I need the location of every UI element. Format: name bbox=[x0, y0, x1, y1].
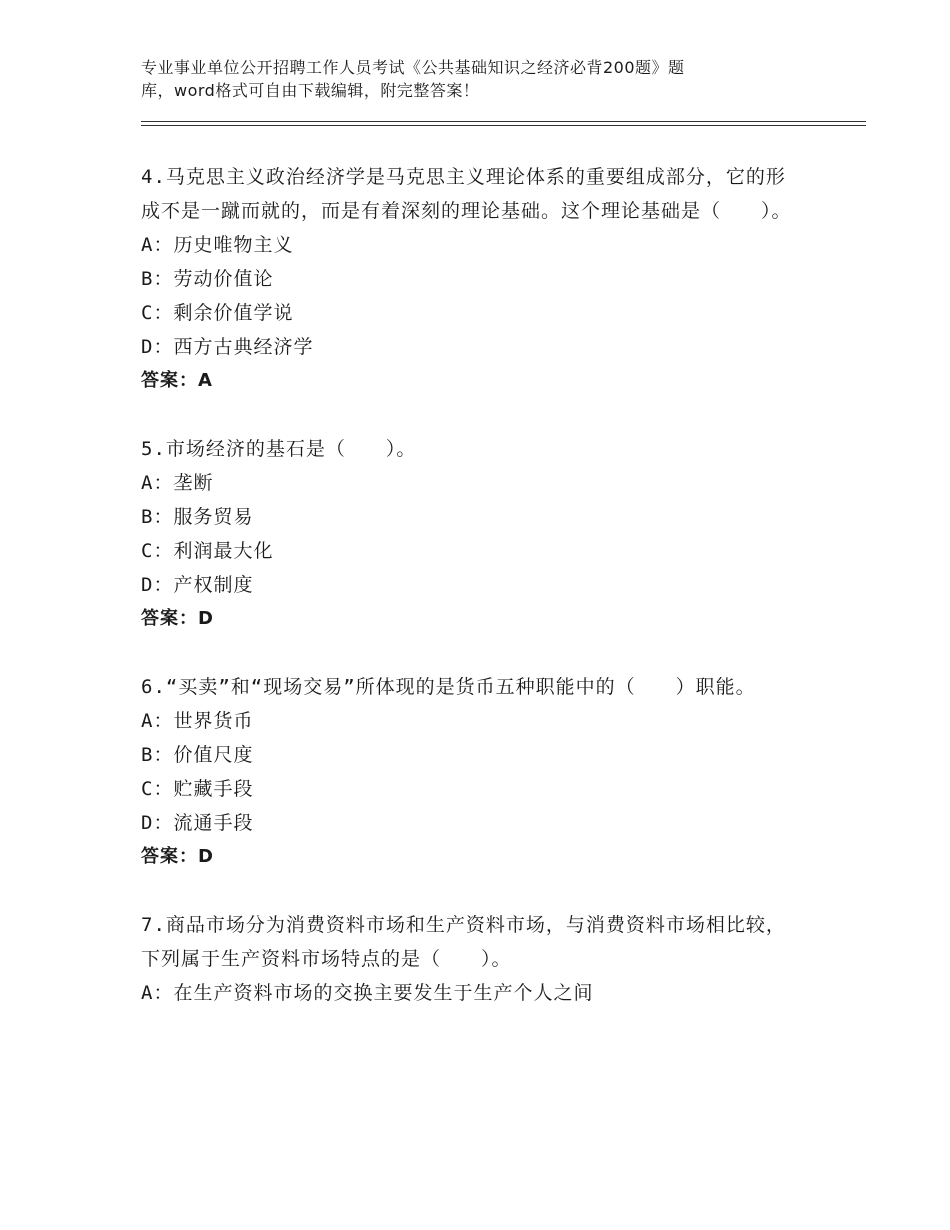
answer-line: 答案：A bbox=[141, 370, 213, 391]
option-b: B：价值尺度 bbox=[141, 744, 254, 766]
option-c: C：利润最大化 bbox=[141, 540, 274, 562]
option-b: B：劳动价值论 bbox=[141, 268, 274, 290]
option-c: C：剩余价值学说 bbox=[141, 302, 294, 324]
question-list bbox=[141, 160, 801, 1044]
option-a: A：垄断 bbox=[141, 472, 214, 494]
option-a: A：世界货币 bbox=[141, 710, 254, 732]
question-stem: 7.商品市场分为消费资料市场和生产资料市场，与消费资料市场相比较，下列属于生产资料市场特点的是（ ）。 bbox=[141, 914, 786, 970]
question-7 bbox=[141, 908, 801, 1010]
header-line-2: 库，word格式可自由下载编辑，附完整答案！ bbox=[141, 81, 480, 100]
answer-line: 答案：D bbox=[141, 846, 214, 867]
question-4 bbox=[141, 160, 801, 398]
option-a: A：在生产资料市场的交换主要发生于生产个人之间 bbox=[141, 982, 594, 1004]
option-c: C：贮藏手段 bbox=[141, 778, 254, 800]
option-d: D：产权制度 bbox=[141, 574, 254, 596]
question-stem: 6.“买卖”和“现场交易”所体现的是货币五种职能中的（ ）职能。 bbox=[141, 676, 756, 698]
option-a: A：历史唯物主义 bbox=[141, 234, 294, 256]
question-stem: 4.马克思主义政治经济学是马克思主义理论体系的重要组成部分，它的形成不是一蹴而就的，而是有着深刻的理论基础。这个理论基础是（ ）。 bbox=[141, 166, 792, 222]
question-6 bbox=[141, 670, 801, 874]
question-stem: 5.市场经济的基石是（ ）。 bbox=[141, 438, 417, 460]
header-line-1: 专业事业单位公开招聘工作人员考试《公共基础知识之经济必背200题》题 bbox=[141, 58, 685, 77]
header-divider-bottom bbox=[141, 125, 866, 126]
answer-line: 答案：D bbox=[141, 608, 214, 629]
option-b: B：服务贸易 bbox=[141, 506, 254, 528]
document-header bbox=[141, 56, 781, 102]
option-d: D：西方古典经济学 bbox=[141, 336, 314, 358]
header-divider-top bbox=[141, 121, 866, 122]
question-5 bbox=[141, 432, 801, 636]
option-d: D：流通手段 bbox=[141, 812, 254, 834]
